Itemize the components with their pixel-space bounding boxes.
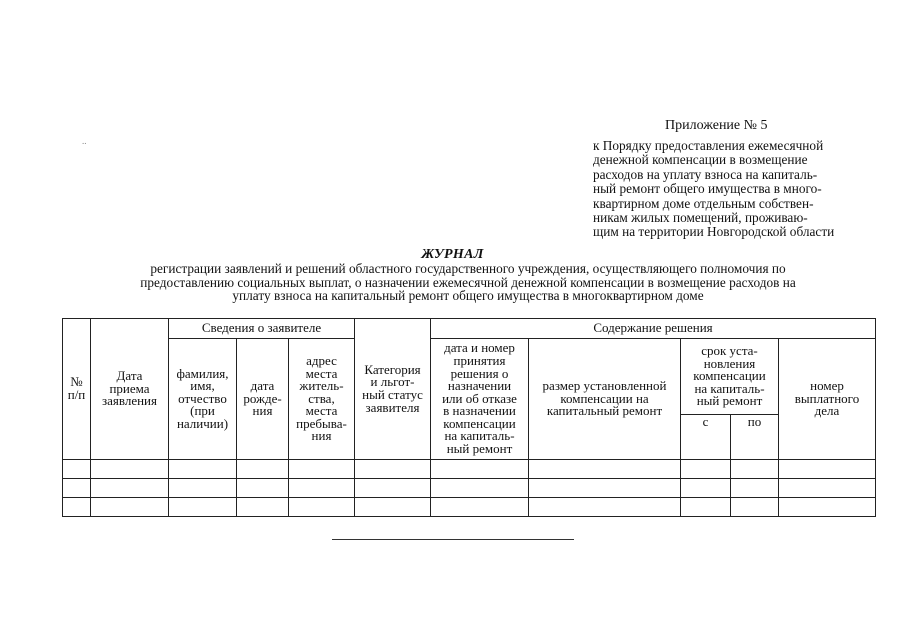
header-decision-content: Содержание решения	[431, 319, 876, 339]
table-cell	[431, 460, 529, 479]
table-cell	[431, 479, 529, 498]
header-applicant-info: Сведения о заявителе	[169, 319, 355, 339]
header-case-number: номер выплатного дела	[779, 339, 876, 460]
table-cell	[779, 460, 876, 479]
table-row	[63, 498, 876, 517]
table-cell	[63, 460, 91, 479]
header-period: срок уста- новления компенсации на капиталь- ный ремонт	[681, 339, 779, 415]
table-cell	[529, 479, 681, 498]
table-cell	[289, 460, 355, 479]
table-cell	[63, 479, 91, 498]
header-period-to: по	[731, 415, 779, 460]
table-cell	[289, 479, 355, 498]
table-cell	[681, 460, 731, 479]
table-cell	[731, 498, 779, 517]
table-cell	[169, 498, 237, 517]
table-row	[63, 460, 876, 479]
header-decision-date-number: дата и номер принятия решения о назначении или об отказе в назначении компенсации на капиталь- ный ремонт	[431, 339, 529, 460]
table-cell	[237, 460, 289, 479]
table-cell	[169, 460, 237, 479]
journal-subtitle: регистрации заявлений и решений областного государственного учреждения, осуществляющего полномочия по предоставлению социальных выплат, о назначении ежемесячной денежной компенсации в возмещение расходов на уплату взноса на капитальный ремонт общего имущества в многоквартирном доме	[140, 261, 796, 304]
appendix-title: Приложение № 5	[665, 118, 768, 133]
table-cell	[529, 498, 681, 517]
header-row-2	[63, 339, 876, 415]
header-birth-date: дата рожде- ния	[237, 339, 289, 460]
table-cell	[63, 498, 91, 517]
header-period-from: с	[681, 415, 731, 460]
table-cell	[355, 498, 431, 517]
header-full-name: фамилия, имя, отчество (при наличии)	[169, 339, 237, 460]
table-cell	[237, 479, 289, 498]
header-row-1	[63, 319, 876, 339]
table-cell	[91, 479, 169, 498]
header-category: Категория и льгот- ный статус заявителя	[355, 319, 431, 460]
table-cell	[355, 460, 431, 479]
table-cell	[529, 460, 681, 479]
header-date-received: Дата приема заявления	[91, 319, 169, 460]
table-cell	[91, 498, 169, 517]
table-cell	[731, 460, 779, 479]
table-cell	[289, 498, 355, 517]
header-compensation-amount: размер установленной компенсации на капитальный ремонт	[529, 339, 681, 460]
table-cell	[681, 479, 731, 498]
table-cell	[779, 498, 876, 517]
table-cell	[355, 479, 431, 498]
appendix-text: к Порядку предоставления ежемесячной денежной компенсации в возмещение расходов на уплату взноса на капиталь- ный ремонт общего имущества в много- квартирном доме отдельным собствен- никам жилых помещений, проживаю- щим на территории Новгородской области	[593, 138, 835, 240]
table-cell	[731, 479, 779, 498]
table-cell	[431, 498, 529, 517]
header-address: адрес места житель- ства, места пребыва- ния	[289, 339, 355, 460]
table-cell	[169, 479, 237, 498]
journal-table	[62, 318, 876, 517]
header-num: № п/п	[63, 319, 91, 460]
table-row	[63, 479, 876, 498]
table-cell	[91, 460, 169, 479]
margin-mark: ..	[82, 136, 87, 146]
closing-line	[332, 539, 574, 540]
table-cell	[681, 498, 731, 517]
table-cell	[779, 479, 876, 498]
table-cell	[237, 498, 289, 517]
journal-title: ЖУРНАЛ	[421, 247, 484, 262]
